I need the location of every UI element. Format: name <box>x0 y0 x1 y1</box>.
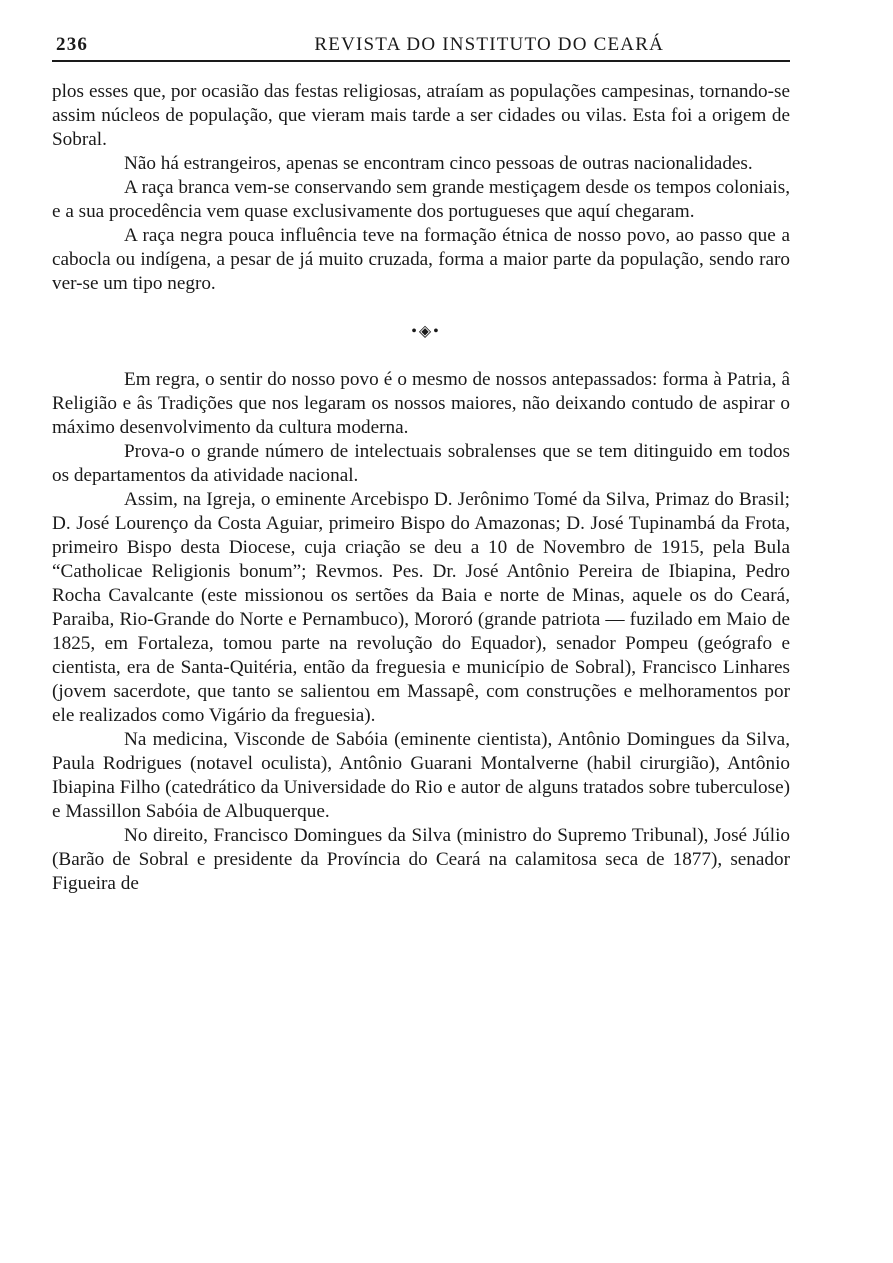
page <box>52 34 790 896</box>
paragraph-medicine: Na medicina, Visconde de Sabóia (eminente cientista), Antônio Domingues da Silva, Paula Rodrigues (notavel oculista), Antônio Guarani Montalverne (habil cirurgião), Antônio Ibiapina Filho (catedrático da Universidade do Rio e autor de alguns tratados sobre tuberculose) e Massillon Sabóia de Albuquerque. <box>52 729 790 822</box>
paragraph-church: Assim, na Igreja, o eminente Arcebispo D. Jerônimo Tomé da Silva, Primaz do Brasil; D. José Lourenço da Costa Aguiar, primeiro Bispo do Amazonas; D. José Tupinambá da Frota, primeiro Bispo desta Diocese, cuja criação se deu a 10 de Novembro de 1915, pela Bula “Catholicae Religionis bonum”; Revmos. Pes. Dr. José Antônio Pereira de Ibiapina, Pedro Rocha Cavalcante (este missionou os sertões da Baia e norte de Minas, aquele os do Ceará, Paraiba, Rio-Grande do Norte e Pernambuco), Mororó (grande patriota — fuzilado em Maio de 1825, em Fortaleza, tomou parte na revolução do Equador), senador Pompeu (geógrafo e cientista, era de Santa-Quitéria, então da freguesia e município de Sobral), Francisco Linhares (jovem sacerdote, que tanto se salientou em Massapê, com construções e melhoramentos por ele realizados como Vigário da freguesia). <box>52 489 790 726</box>
page-number: 236 <box>56 34 89 55</box>
paragraph-law: No direito, Francisco Domingues da Silva (ministro do Supremo Tribunal), José Júlio (Barão de Sobral e presidente da Província do Ceará na calamitosa seca de 1877), senador Figueira de <box>52 825 790 894</box>
paragraph-black-race: A raça negra pouca influência teve na formação étnica de nosso povo, ao passo que a cabocla ou indígena, a pesar de já muito cruzada, forma a maior parte da população, sendo raro ver-se um tipo negro. <box>52 225 790 294</box>
paragraph-white-race: A raça branca vem-se conservando sem grande mestiçagem desde os tempos coloniais, e a sua procedência vem quase exclusivamente dos portugueses que aquí chegaram. <box>52 177 790 222</box>
paragraph-people-sentiment: Em regra, o sentir do nosso povo é o mesmo de nossos antepassados: forma à Patria, â Religião e âs Tradições que nos legaram os nossos maiores, não deixando contudo de aspirar o máximo desenvolvimento da cultura moderna. <box>52 369 790 438</box>
running-head <box>52 34 790 62</box>
paragraph-foreigners: Não há estrangeiros, apenas se encontram cinco pessoas de outras nacionalidades. <box>124 153 753 174</box>
paragraph-intellectuals: Prova-o o grande número de intelectuais sobralenses que se tem ditinguido em todos os departamentos da atividade nacional. <box>52 441 790 486</box>
journal-title: REVISTA DO INSTITUTO DO CEARÁ <box>314 34 664 55</box>
ornament-glyph: •◈• <box>411 323 441 340</box>
section-break-ornament <box>52 320 790 344</box>
body-text <box>52 80 790 896</box>
paragraph-continuation: plos esses que, por ocasião das festas religiosas, atraíam as populações campesinas, tornando-se assim núcleos de população, que vieram mais tarde a ser cidades ou vilas. Esta foi a origem de Sobral. <box>52 81 790 150</box>
